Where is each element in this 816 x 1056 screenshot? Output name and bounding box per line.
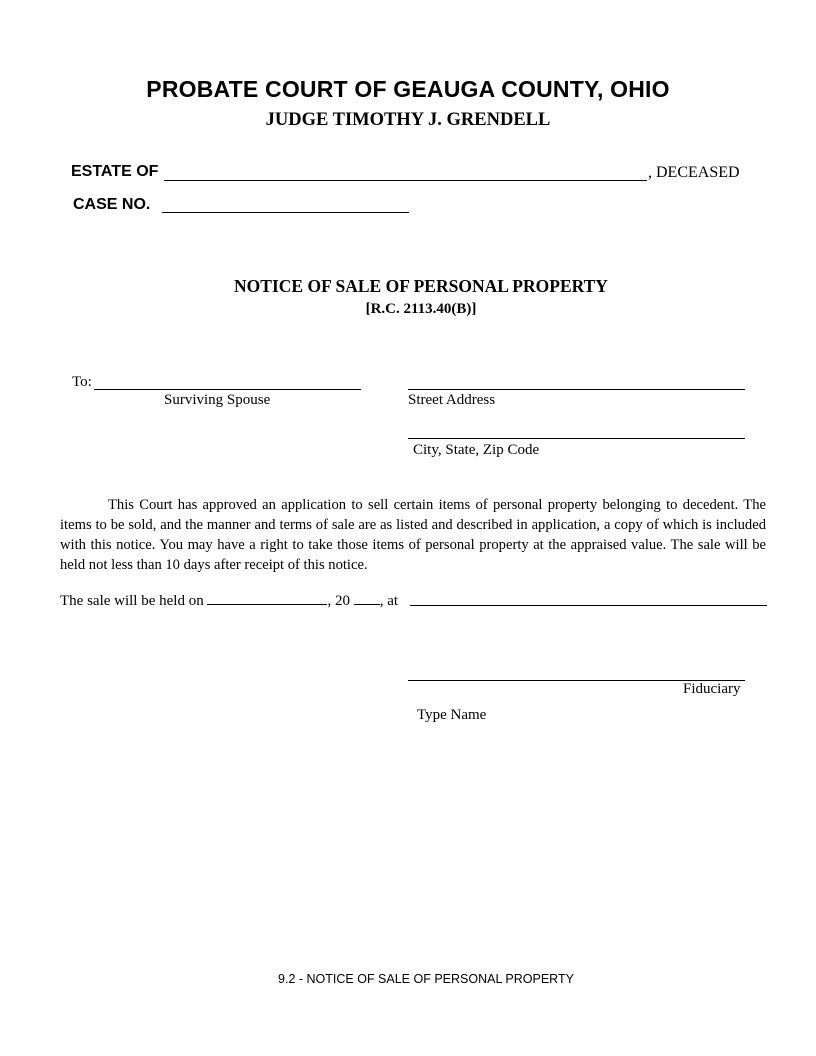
court-title: PROBATE COURT OF GEAUGA COUNTY, OHIO [146, 76, 670, 102]
estate-name-field[interactable] [164, 180, 647, 181]
sale-date-prefix: The sale will be held on [60, 593, 204, 609]
sale-date-line [60, 591, 398, 610]
street-address-caption: Street Address [408, 392, 496, 408]
notice-body-text: This Court has approved an application to sell certain items of personal property belonging to decedent. The items to be sold, and the manner and terms of sale are as listed and described in application, a copy of which is included with this notice. You may have a right to take those items of personal property at the appraised value. The sale will be held not less than 10 days after receipt of this notice. [60, 497, 766, 573]
to-label: To: [72, 374, 92, 390]
surviving-spouse-caption: Surviving Spouse [164, 392, 271, 408]
city-state-zip-field[interactable] [408, 438, 745, 439]
statute-reference: [R.C. 2113.40(B)] [365, 301, 477, 317]
estate-label: ESTATE OF [71, 163, 159, 180]
case-number-field[interactable] [162, 212, 409, 213]
deceased-suffix: , DECEASED [648, 164, 740, 181]
notice-body-paragraph [60, 495, 766, 575]
sale-year-field[interactable] [354, 591, 380, 605]
fiduciary-caption: Fiduciary [683, 681, 741, 697]
sale-location-field[interactable] [410, 605, 767, 606]
form-footer: 9.2 - NOTICE OF SALE OF PERSONAL PROPERTY [278, 972, 574, 986]
judge-name: JUDGE TIMOTHY J. GRENDELL [265, 110, 551, 130]
surviving-spouse-field[interactable] [94, 389, 361, 390]
sale-year-text: , 20 [327, 593, 350, 609]
city-state-zip-caption: City, State, Zip Code [413, 442, 540, 458]
notice-title: NOTICE OF SALE OF PERSONAL PROPERTY [234, 276, 608, 296]
case-number-label: CASE NO. [73, 196, 151, 213]
sale-at-text: , at [379, 593, 399, 609]
type-name-caption: Type Name [417, 707, 487, 723]
sale-date-field[interactable] [207, 591, 327, 605]
street-address-field[interactable] [408, 389, 745, 390]
